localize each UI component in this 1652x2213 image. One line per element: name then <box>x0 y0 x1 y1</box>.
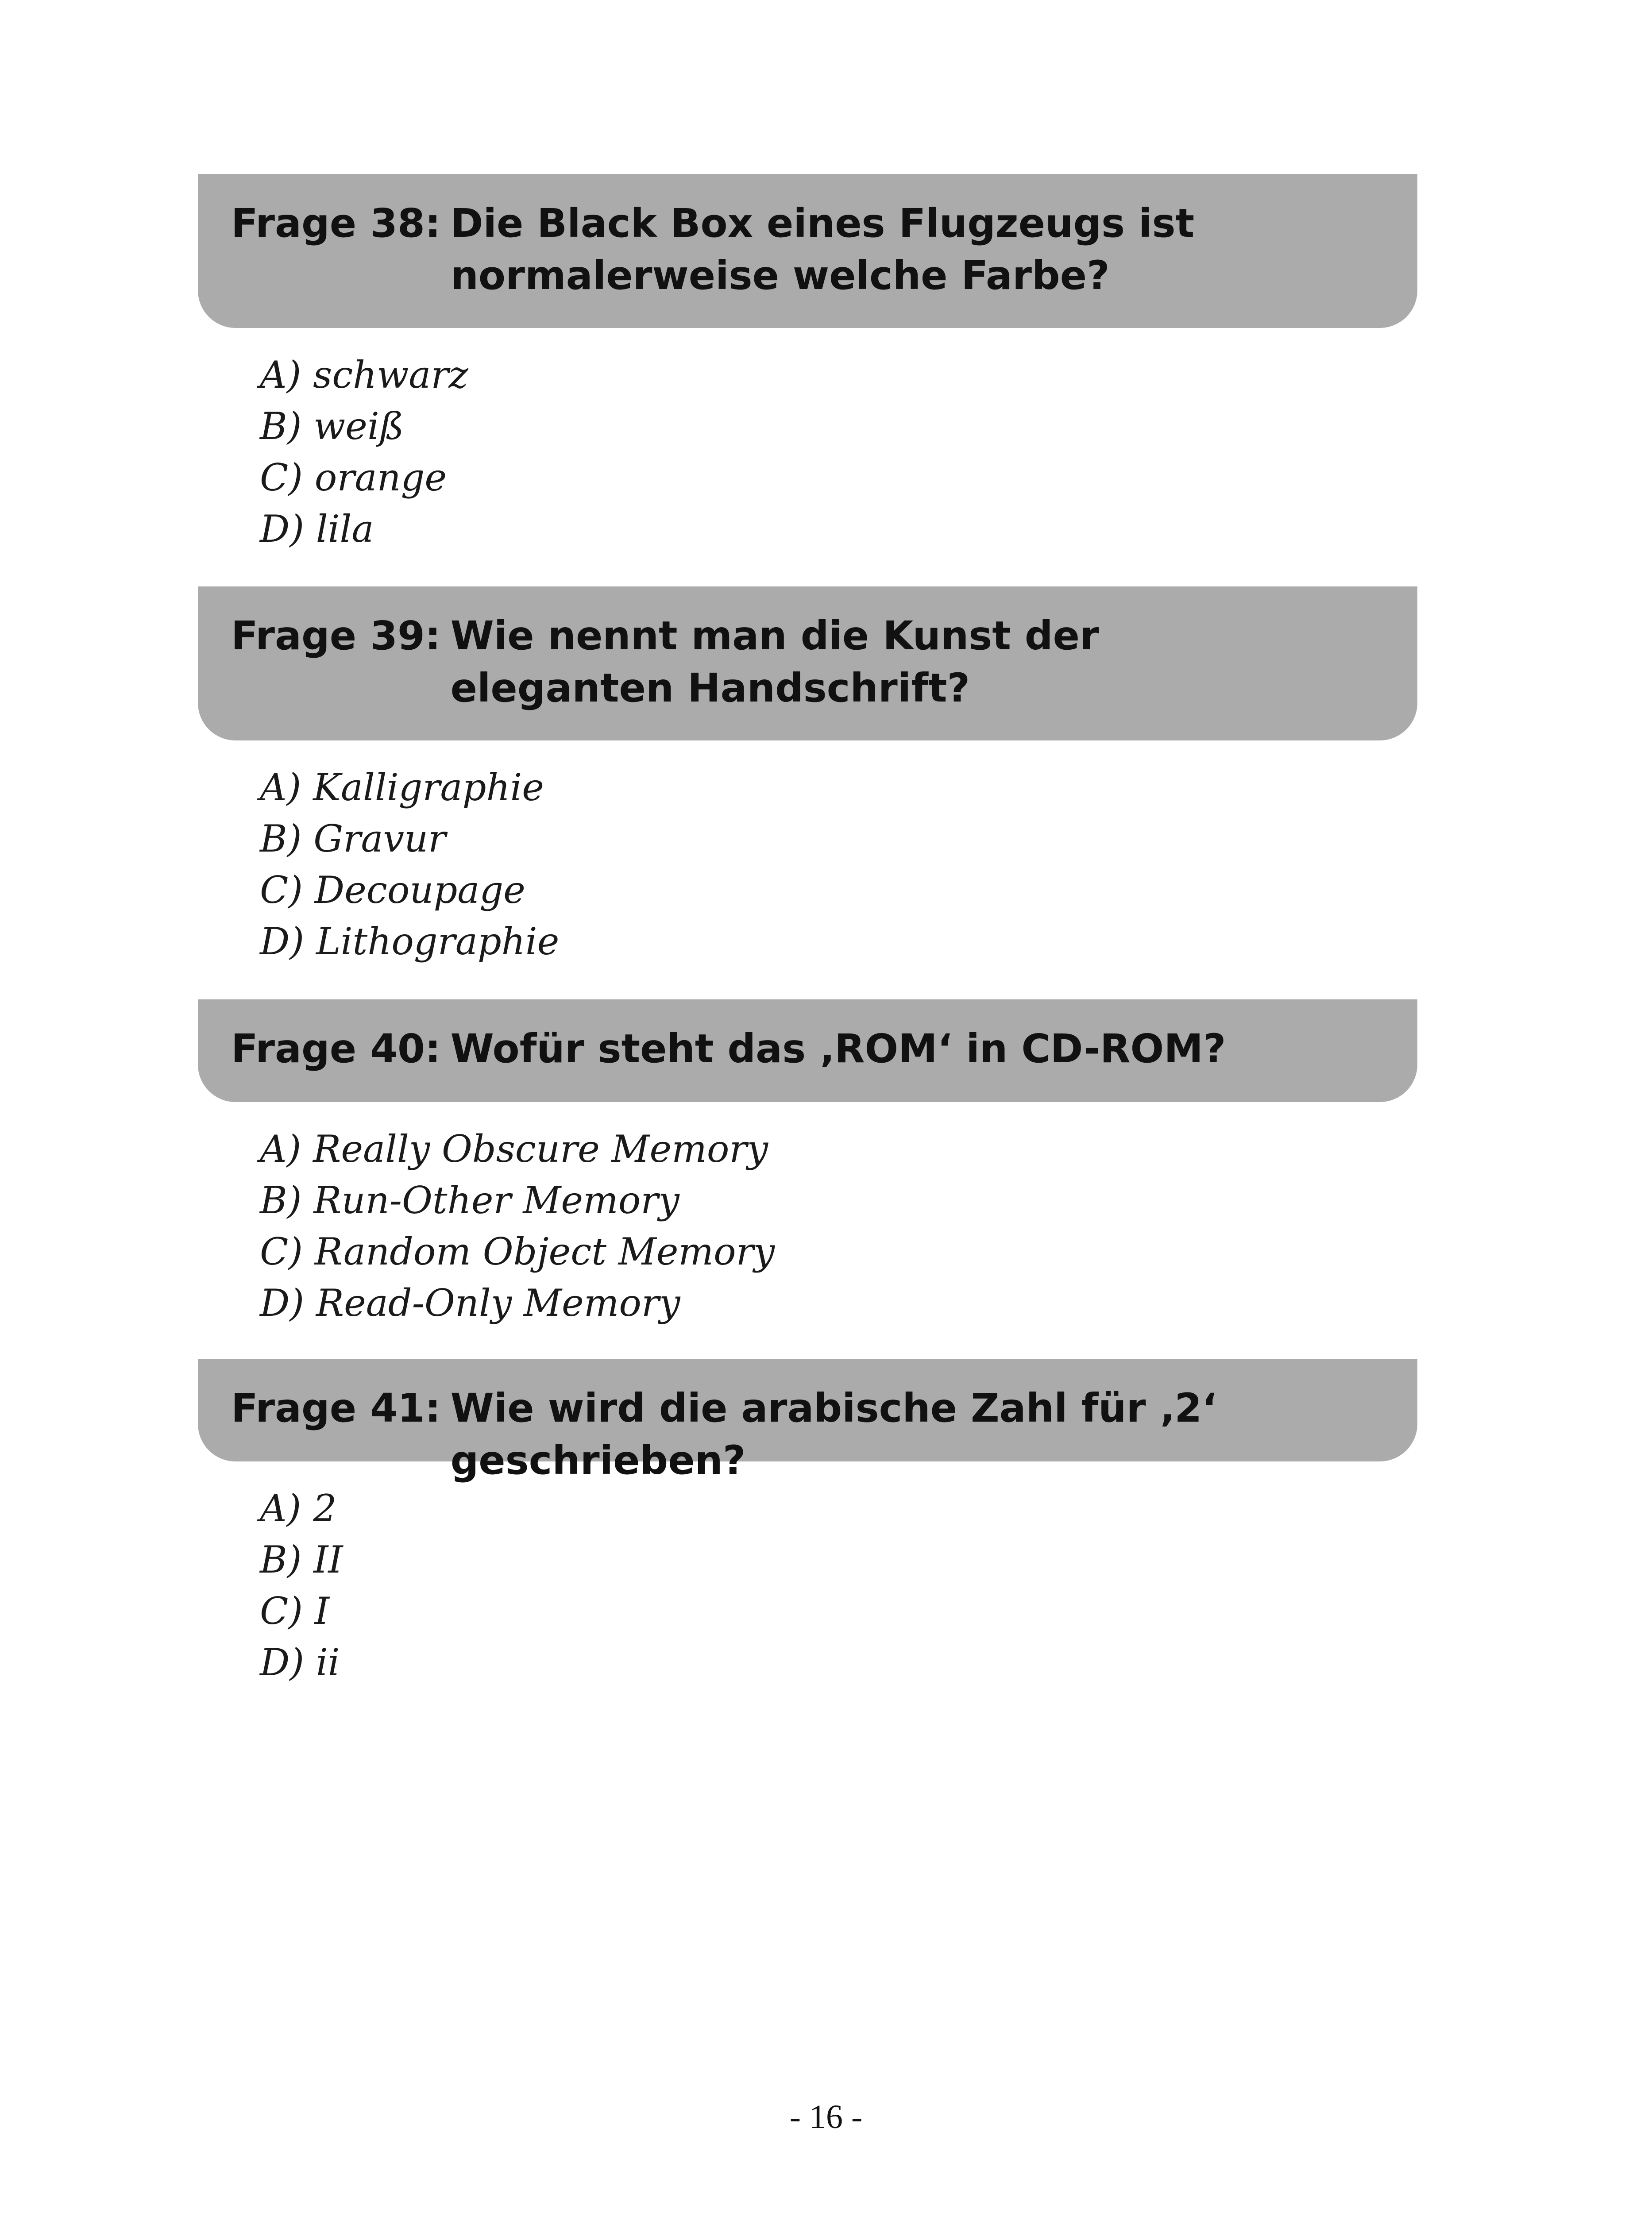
answer-list <box>198 1483 1417 1688</box>
question-header <box>198 174 1417 328</box>
page-number: - 16 - <box>789 2098 863 2136</box>
question-39 <box>198 586 1417 967</box>
answer-option: B) Gravur <box>260 817 446 860</box>
answer-option: C) Decoupage <box>260 868 525 912</box>
question-text: Die Black Box eines Flugzeugs ist normalerweise welche Farbe? <box>450 200 1195 298</box>
answer-option: D) Lithographie <box>260 920 560 963</box>
question-label: Frage 38: <box>231 200 441 246</box>
question-text: Wie wird die arabische Zahl für ‚2‘ geschrieben? <box>450 1385 1217 1483</box>
answer-list <box>198 349 1417 555</box>
question-41 <box>198 1359 1417 1688</box>
answer-option: A) schwarz <box>260 353 468 397</box>
question-38 <box>198 174 1417 555</box>
answer-option: B) weiß <box>260 405 404 448</box>
answer-option: D) Read-Only Memory <box>260 1281 680 1325</box>
answer-option: C) Random Object Memory <box>260 1230 775 1273</box>
answer-option: C) orange <box>260 456 447 499</box>
question-header <box>198 999 1417 1102</box>
answer-option: A) Really Obscure Memory <box>260 1127 768 1171</box>
question-header <box>198 1359 1417 1483</box>
answer-option: A) 2 <box>260 1487 337 1530</box>
question-40 <box>198 999 1417 1329</box>
question-label: Frage 41: <box>231 1385 441 1431</box>
answer-option: D) lila <box>260 507 374 551</box>
answer-list <box>198 1123 1417 1329</box>
answer-option: D) ii <box>260 1641 340 1684</box>
answer-list <box>198 762 1417 967</box>
answer-option: C) I <box>260 1589 329 1633</box>
question-text: Wofür steht das ‚ROM‘ in CD-ROM? <box>450 1026 1226 1072</box>
answer-option: B) Run-Other Memory <box>260 1179 679 1222</box>
question-text: Wie nennt man die Kunst der eleganten Handschrift? <box>450 613 1099 711</box>
question-label: Frage 40: <box>231 1026 441 1072</box>
answer-option: A) Kalligraphie <box>260 766 544 809</box>
question-header <box>198 586 1417 740</box>
answer-option: B) II <box>260 1538 343 1581</box>
question-label: Frage 39: <box>231 613 441 659</box>
